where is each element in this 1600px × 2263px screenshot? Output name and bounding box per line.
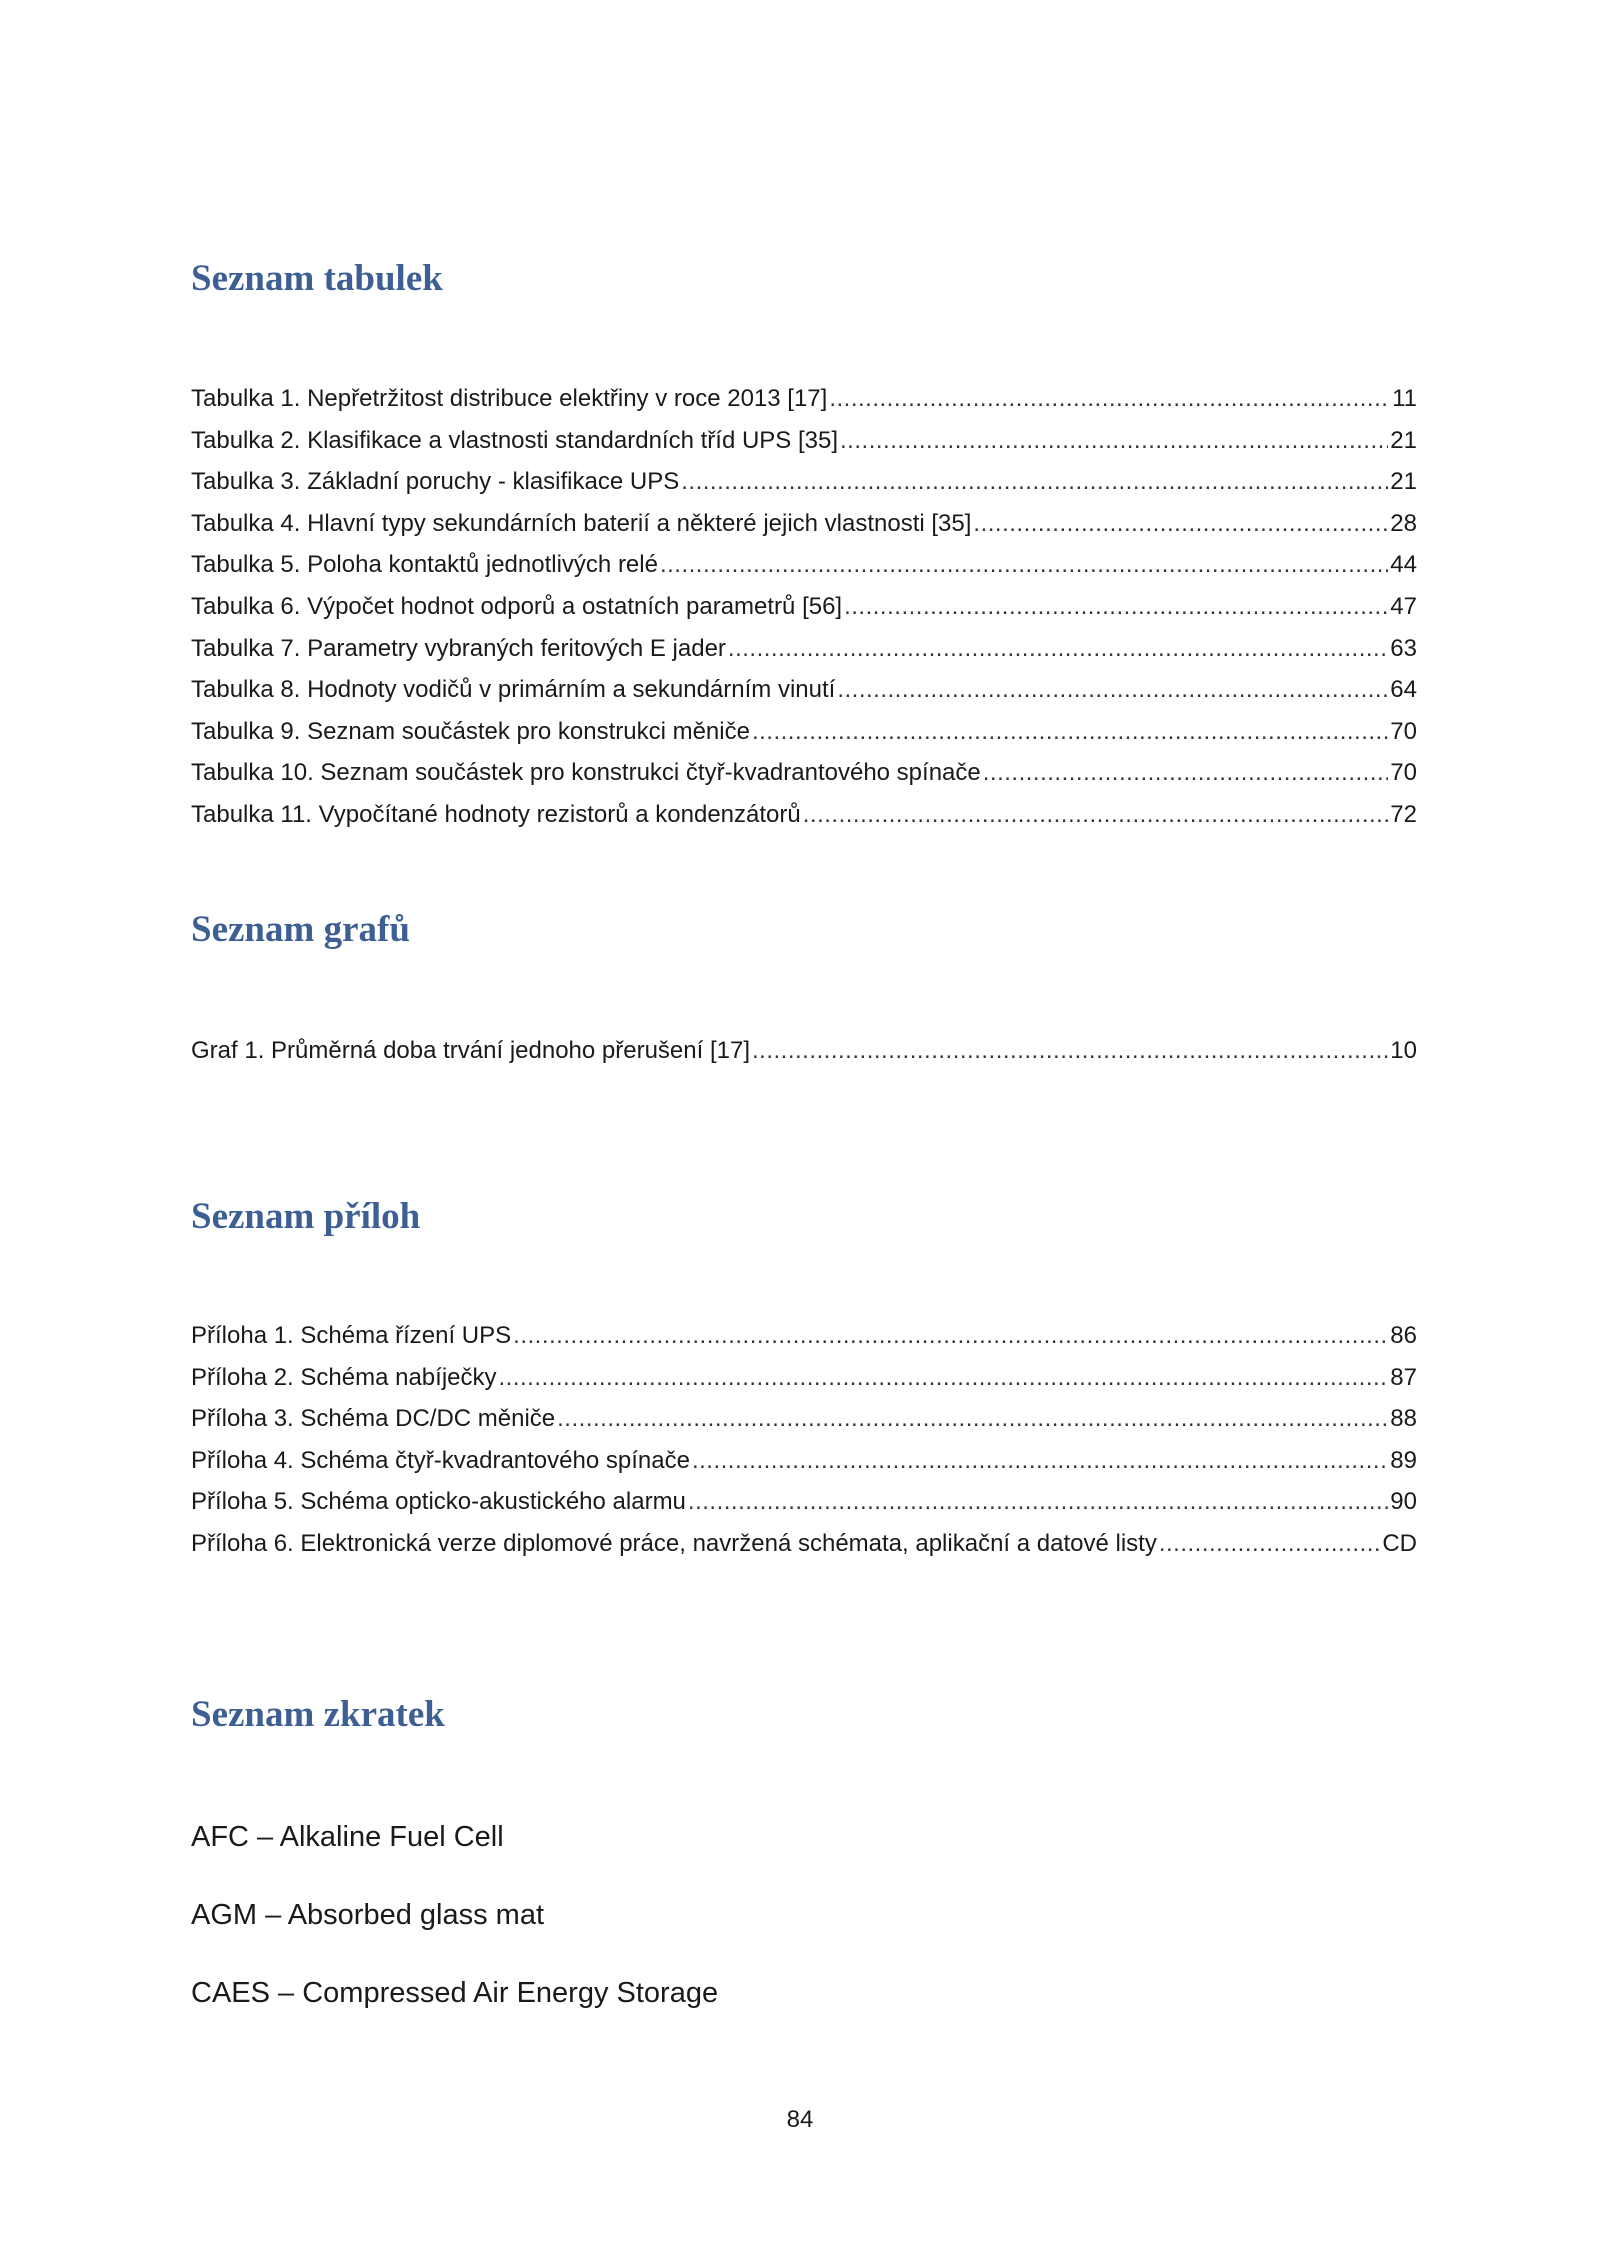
dot-leader bbox=[513, 1315, 1388, 1357]
toc-entry-page: 88 bbox=[1390, 1405, 1417, 1433]
toc-entry bbox=[191, 1523, 1417, 1565]
toc-entry bbox=[191, 503, 1417, 545]
toc-entry-label: Příloha 2. Schéma nabíječky bbox=[191, 1363, 497, 1391]
dot-leader bbox=[499, 1357, 1389, 1399]
toc-entry-label: Tabulka 10. Seznam součástek pro konstrukci čtyř-kvadrantového spínače bbox=[191, 759, 981, 787]
toc-entry-label: Tabulka 1. Nepřetržitost distribuce elektřiny v roce 2013 [17] bbox=[191, 385, 828, 412]
toc-entry bbox=[191, 1440, 1417, 1482]
toc-entry bbox=[191, 752, 1417, 794]
dot-leader bbox=[692, 1440, 1388, 1482]
dot-leader bbox=[973, 503, 1388, 545]
toc-entry-page: 44 bbox=[1390, 551, 1417, 579]
toc-entry-label: Příloha 6. Elektronická verze diplomové práce, navržená schémata, aplikační a datové listy bbox=[191, 1529, 1157, 1557]
toc-entry-page: 89 bbox=[1390, 1446, 1417, 1474]
toc-entry-label: Tabulka 7. Parametry vybraných feritových E jader bbox=[191, 634, 726, 662]
dot-leader bbox=[840, 420, 1388, 462]
toc-entry-label: Tabulka 5. Poloha kontaktů jednotlivých relé bbox=[191, 551, 658, 579]
toc-entry-label: Tabulka 6. Výpočet hodnot odporů a ostatních parametrů [56] bbox=[191, 592, 843, 620]
graphs-list bbox=[191, 1030, 1417, 1072]
toc-entry-label: Tabulka 2. Klasifikace a vlastnosti standardních tříd UPS [35] bbox=[191, 426, 839, 454]
abbreviation-item: AFC – Alkaline Fuel Cell bbox=[191, 1821, 504, 1853]
toc-entry-page: 72 bbox=[1390, 800, 1417, 828]
toc-entry bbox=[191, 1357, 1417, 1399]
toc-entry-label: Příloha 1. Schéma řízení UPS bbox=[191, 1322, 512, 1349]
abbreviations-heading: Seznam zkratek bbox=[191, 1694, 445, 1735]
toc-entry-label: Tabulka 3. Základní poruchy - klasifikace UPS bbox=[191, 468, 680, 496]
toc-entry-page: 63 bbox=[1390, 634, 1417, 662]
toc-entry-label: Příloha 5. Schéma opticko-akustického alarmu bbox=[191, 1488, 686, 1516]
toc-entry-label: Příloha 4. Schéma čtyř-kvadrantového spínače bbox=[191, 1446, 690, 1474]
toc-entry bbox=[191, 461, 1417, 503]
dot-leader bbox=[752, 1030, 1388, 1072]
dot-leader bbox=[829, 378, 1390, 420]
dot-leader bbox=[688, 1481, 1388, 1523]
toc-entry-page: 11 bbox=[1392, 385, 1417, 412]
toc-entry-label: Příloha 3. Schéma DC/DC měniče bbox=[191, 1405, 556, 1433]
tables-list bbox=[191, 378, 1417, 836]
toc-entry-page: 47 bbox=[1390, 592, 1417, 620]
toc-entry-page: CD bbox=[1382, 1529, 1417, 1557]
dot-leader bbox=[752, 711, 1388, 753]
attachments-heading: Seznam příloh bbox=[191, 1196, 421, 1237]
toc-entry-page: 90 bbox=[1390, 1488, 1417, 1516]
dot-leader bbox=[557, 1398, 1388, 1440]
dot-leader bbox=[803, 794, 1389, 836]
toc-entry bbox=[191, 544, 1417, 586]
toc-entry-page: 21 bbox=[1390, 426, 1417, 454]
abbreviation-item: AGM – Absorbed glass mat bbox=[191, 1899, 544, 1931]
toc-entry bbox=[191, 794, 1417, 836]
toc-entry-page: 10 bbox=[1390, 1037, 1417, 1064]
toc-entry-page: 21 bbox=[1390, 468, 1417, 496]
toc-entry bbox=[191, 378, 1417, 420]
toc-entry-label: Graf 1. Průměrná doba trvání jednoho přerušení [17] bbox=[191, 1037, 750, 1064]
dot-leader bbox=[728, 628, 1388, 670]
toc-entry bbox=[191, 628, 1417, 670]
toc-entry-label: Tabulka 4. Hlavní typy sekundárních baterií a některé jejich vlastnosti [35] bbox=[191, 509, 972, 537]
dot-leader bbox=[681, 461, 1388, 503]
toc-entry bbox=[191, 586, 1417, 628]
toc-entry-page: 70 bbox=[1390, 717, 1417, 745]
toc-entry-label: Tabulka 11. Vypočítané hodnoty rezistorů a kondenzátorů bbox=[191, 800, 801, 828]
toc-entry-page: 28 bbox=[1390, 509, 1417, 537]
dot-leader bbox=[1159, 1523, 1381, 1565]
toc-entry bbox=[191, 1398, 1417, 1440]
toc-entry-page: 70 bbox=[1390, 759, 1417, 787]
toc-entry bbox=[191, 1030, 1417, 1072]
toc-entry bbox=[191, 669, 1417, 711]
toc-entry-page: 64 bbox=[1390, 676, 1417, 704]
dot-leader bbox=[660, 544, 1388, 586]
toc-entry bbox=[191, 711, 1417, 753]
toc-entry bbox=[191, 1315, 1417, 1357]
graphs-heading: Seznam grafů bbox=[191, 909, 410, 950]
toc-entry-page: 87 bbox=[1390, 1363, 1417, 1391]
dot-leader bbox=[983, 752, 1389, 794]
tables-heading: Seznam tabulek bbox=[191, 258, 443, 299]
toc-entry bbox=[191, 1481, 1417, 1523]
abbreviations-list bbox=[191, 1820, 718, 2054]
dot-leader bbox=[837, 669, 1388, 711]
toc-entry-page: 86 bbox=[1390, 1322, 1417, 1349]
attachments-list bbox=[191, 1315, 1417, 1565]
toc-entry bbox=[191, 420, 1417, 462]
abbreviation-item: CAES – Compressed Air Energy Storage bbox=[191, 1977, 719, 2009]
toc-entry-label: Tabulka 8. Hodnoty vodičů v primárním a sekundárním vinutí bbox=[191, 676, 836, 704]
page-number: 84 bbox=[786, 2106, 814, 2133]
toc-entry-label: Tabulka 9. Seznam součástek pro konstrukci měniče bbox=[191, 717, 750, 745]
dot-leader bbox=[844, 586, 1388, 628]
